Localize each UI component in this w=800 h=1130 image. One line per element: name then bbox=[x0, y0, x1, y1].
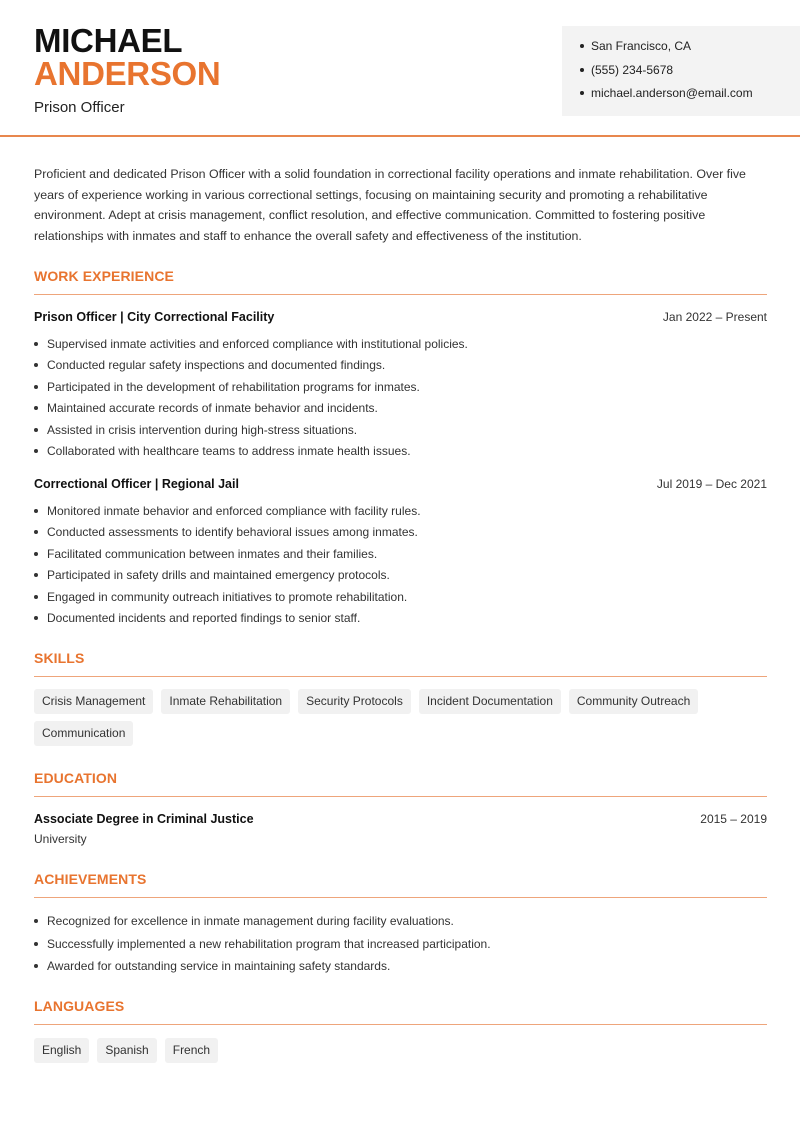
bullet-icon bbox=[34, 595, 38, 599]
bullet-icon bbox=[34, 385, 38, 389]
summary-paragraph: Proficient and dedicated Prison Officer with a solid foundation in correctional facility operations and inmate rehabilitation. Over five years of experience working in various correctional settings, focusing on maintaining security and promoting a rehabilitative environment. Adept at crisis management, conflict resolution, and effective communication. Committed to fostering positive relationships with inmates and staff to enhance the overall safety and effectiveness of the institution. bbox=[34, 167, 746, 243]
list-item bbox=[34, 400, 767, 421]
contact-email-text: michael.anderson@email.com bbox=[591, 86, 753, 100]
skill-tag: Incident Documentation bbox=[419, 689, 561, 714]
achievements-list bbox=[34, 913, 767, 981]
job-date: Jan 2022 – Present bbox=[662, 310, 767, 324]
skill-tag: Inmate Rehabilitation bbox=[161, 689, 290, 714]
bullet-icon bbox=[34, 342, 38, 346]
skills-heading: SKILLS bbox=[34, 650, 85, 666]
job-role: Prison Officer | City Correctional Facility bbox=[34, 310, 275, 324]
job-header bbox=[34, 477, 767, 491]
skill-tag: Crisis Management bbox=[34, 689, 153, 714]
list-item bbox=[34, 422, 767, 443]
section-divider bbox=[34, 796, 767, 797]
education-heading: EDUCATION bbox=[34, 770, 118, 786]
bullet-icon bbox=[580, 91, 584, 95]
bullet-icon bbox=[34, 509, 38, 513]
skill-tag: Security Protocols bbox=[298, 689, 411, 714]
education-school: University bbox=[34, 832, 87, 846]
bullet-icon bbox=[34, 363, 38, 367]
section-divider bbox=[34, 897, 767, 898]
language-tags bbox=[34, 1038, 767, 1063]
last-name: ANDERSON bbox=[34, 55, 221, 92]
list-item bbox=[34, 443, 767, 464]
bullet-icon bbox=[34, 616, 38, 620]
job-bullets bbox=[34, 503, 767, 631]
job-title: Prison Officer bbox=[34, 99, 125, 116]
list-item-text: Facilitated communication between inmates and their families. bbox=[47, 546, 378, 561]
list-item-text: Documented incidents and reported findings to senior staff. bbox=[47, 610, 361, 625]
language-tag: French bbox=[165, 1038, 218, 1063]
list-item-text: Participated in safety drills and maintained emergency protocols. bbox=[47, 568, 390, 583]
list-item bbox=[34, 546, 767, 567]
list-item bbox=[34, 913, 767, 936]
list-item bbox=[34, 936, 767, 959]
list-item bbox=[34, 503, 767, 524]
skill-tag: Community Outreach bbox=[569, 689, 698, 714]
list-item bbox=[34, 524, 767, 545]
list-item-text: Successfully implemented a new rehabilitation program that increased participation. bbox=[47, 936, 491, 951]
bullet-icon bbox=[34, 942, 38, 946]
list-item-text: Recognized for excellence in inmate management during facility evaluations. bbox=[47, 914, 454, 928]
job-date: Jul 2019 – Dec 2021 bbox=[656, 477, 767, 491]
contact-phone bbox=[579, 61, 800, 85]
resume-header bbox=[0, 0, 800, 137]
skill-tag: Communication bbox=[34, 721, 133, 746]
language-tag: English bbox=[34, 1038, 89, 1063]
section-divider bbox=[34, 676, 767, 677]
bullet-icon bbox=[34, 406, 38, 410]
contact-phone-text: (555) 234-5678 bbox=[591, 62, 674, 77]
list-item bbox=[34, 958, 767, 981]
bullet-icon bbox=[34, 964, 38, 968]
languages-heading: LANGUAGES bbox=[34, 998, 125, 1014]
bullet-icon bbox=[34, 428, 38, 432]
section-divider bbox=[34, 1024, 767, 1025]
list-item bbox=[34, 336, 767, 357]
list-item-text: Conducted assessments to identify behavioral issues among inmates. bbox=[47, 525, 418, 540]
skills-tags bbox=[34, 689, 767, 746]
job-role: Correctional Officer | Regional Jail bbox=[34, 477, 239, 491]
list-item-text: Participated in the development of rehabilitation programs for inmates. bbox=[47, 379, 420, 394]
contact-location bbox=[579, 37, 800, 61]
list-item bbox=[34, 357, 767, 378]
list-item-text: Maintained accurate records of inmate behavior and incidents. bbox=[47, 401, 378, 416]
job-bullets bbox=[34, 336, 767, 464]
list-item-text: Supervised inmate activities and enforced compliance with institutional policies. bbox=[47, 337, 468, 351]
education-degree: Associate Degree in Criminal Justice bbox=[34, 812, 254, 826]
contact-email bbox=[579, 84, 800, 108]
achievements-heading: ACHIEVEMENTS bbox=[34, 871, 147, 887]
list-item bbox=[34, 379, 767, 400]
list-item bbox=[34, 567, 767, 588]
bullet-icon bbox=[34, 449, 38, 453]
contact-box bbox=[562, 26, 800, 116]
work-experience-heading: WORK EXPERIENCE bbox=[34, 268, 174, 284]
bullet-icon bbox=[580, 44, 584, 48]
bullet-icon bbox=[580, 68, 584, 72]
list-item-text: Conducted regular safety inspections and documented findings. bbox=[47, 358, 386, 373]
list-item bbox=[34, 589, 767, 610]
list-item-text: Collaborated with healthcare teams to address inmate health issues. bbox=[47, 443, 411, 458]
list-item-text: Awarded for outstanding service in maintaining safety standards. bbox=[47, 959, 391, 974]
contact-location-text: San Francisco, CA bbox=[591, 39, 692, 53]
bullet-icon bbox=[34, 530, 38, 534]
job-header bbox=[34, 310, 767, 324]
section-divider bbox=[34, 294, 767, 295]
list-item-text: Engaged in community outreach initiatives to promote rehabilitation. bbox=[47, 589, 408, 604]
list-item bbox=[34, 610, 767, 631]
language-tag: Spanish bbox=[97, 1038, 156, 1063]
bullet-icon bbox=[34, 573, 38, 577]
first-name: MICHAEL bbox=[34, 22, 183, 59]
bullet-icon bbox=[34, 552, 38, 556]
list-item-text: Monitored inmate behavior and enforced compliance with facility rules. bbox=[47, 504, 421, 518]
list-item-text: Assisted in crisis intervention during high-stress situations. bbox=[47, 422, 358, 437]
bullet-icon bbox=[34, 919, 38, 923]
education-date: 2015 – 2019 bbox=[700, 812, 767, 826]
